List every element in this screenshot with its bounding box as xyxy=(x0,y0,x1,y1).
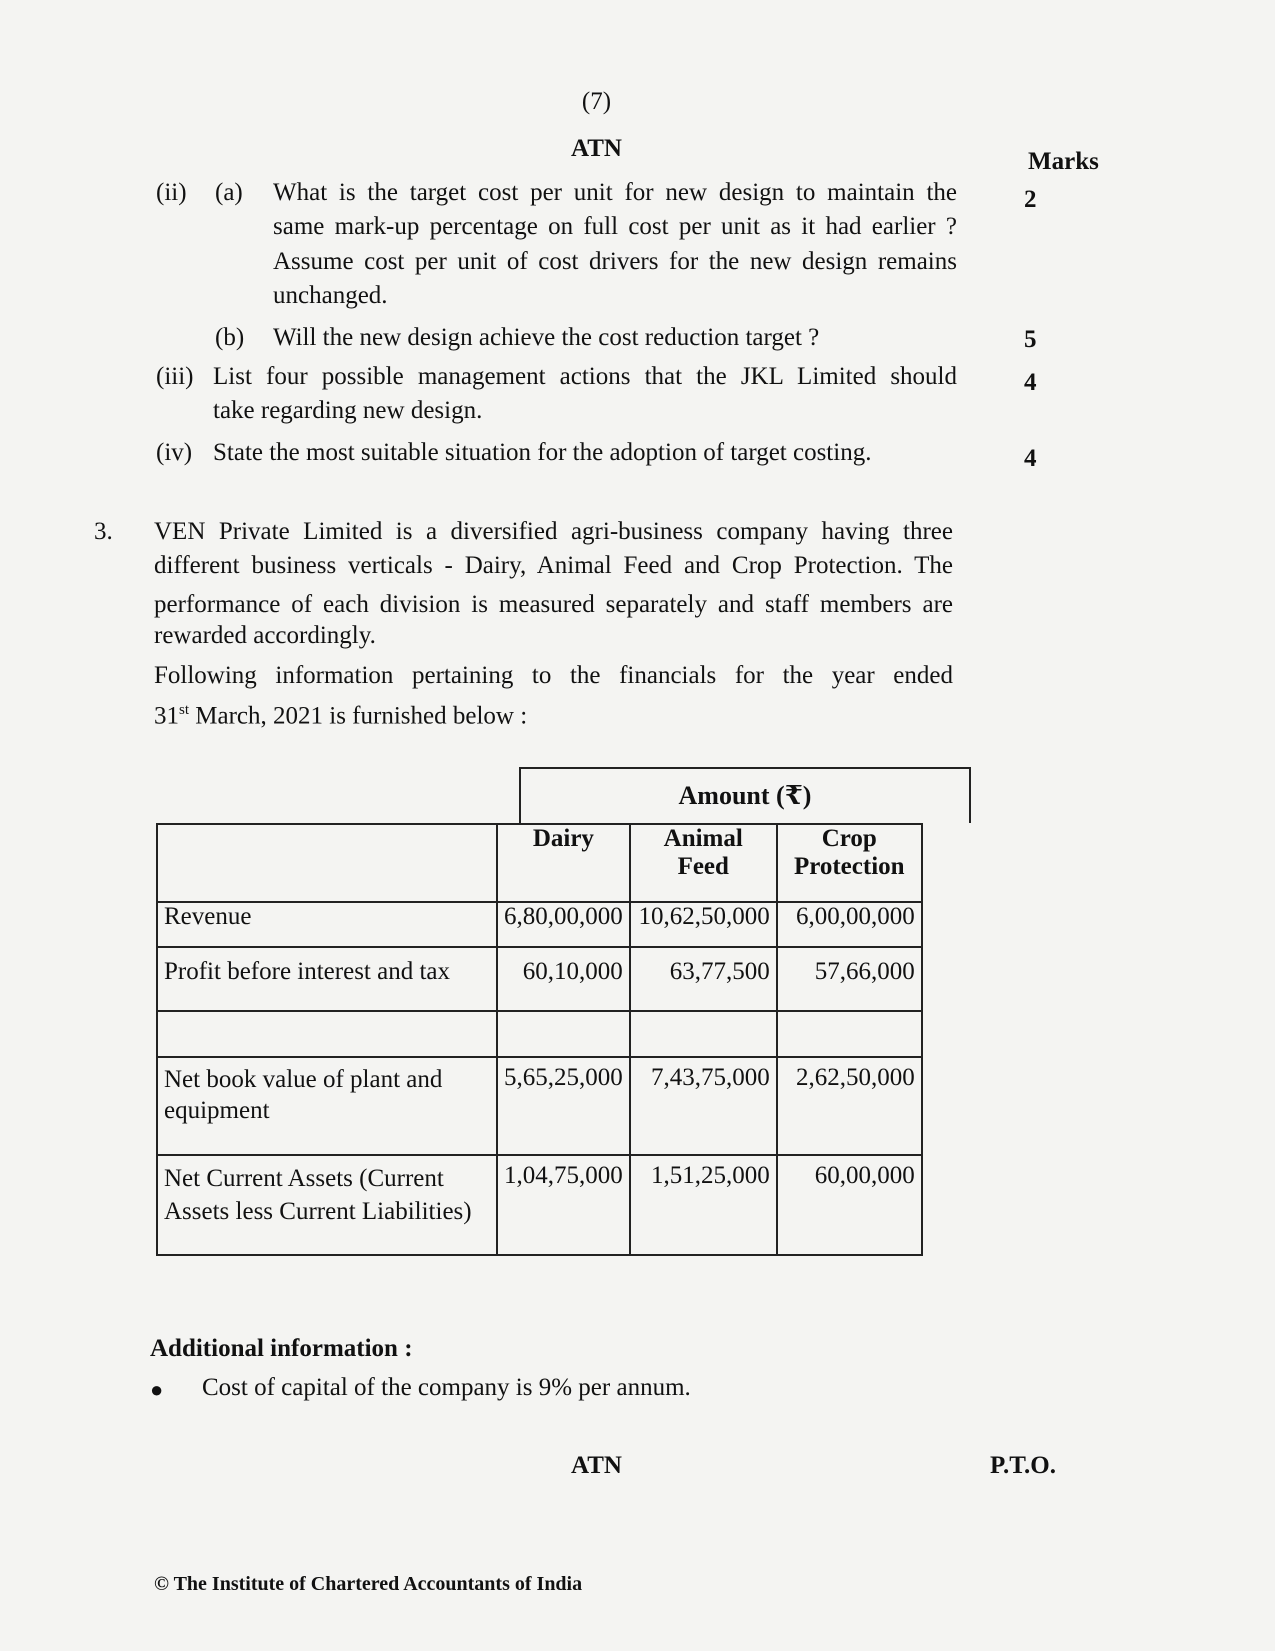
q3-para1-line3: performance of each division is measured separately and staff members are xyxy=(154,591,953,618)
q2-ii-a-marks: 2 xyxy=(1024,186,1037,213)
cell-animal-feed: 10,62,50,000 xyxy=(630,902,777,947)
cell-dairy: 6,80,00,000 xyxy=(497,902,630,947)
copyright-notice: © The Institute of Chartered Accountants of India xyxy=(154,1573,583,1595)
q2-ii-b-text: Will the new design achieve the cost reduction target ? xyxy=(273,324,820,351)
row-label: Revenue xyxy=(157,902,497,947)
cell-animal-feed: 1,51,25,000 xyxy=(630,1155,777,1255)
table-amount-header: Amount (₹) xyxy=(519,767,971,823)
table-row xyxy=(157,1057,922,1155)
q2-ii-a-line4: unchanged. xyxy=(273,282,388,309)
q2-iii-line2: take regarding new design. xyxy=(213,397,483,424)
q2-ii-a-line1: What is the target cost per unit for new design to maintain the xyxy=(273,179,957,206)
paper-code-top: ATN xyxy=(571,135,622,162)
q2-iv-text: State the most suitable situation for the adoption of target costing. xyxy=(213,439,872,466)
q2-iii-number: (iii) xyxy=(156,363,194,390)
q2-ii-b-marks: 5 xyxy=(1024,326,1037,353)
table-row xyxy=(157,1155,922,1255)
q3-para1-line1: VEN Private Limited is a diversified agri-business company having three xyxy=(154,518,953,545)
q2-ii-a-line3: Assume cost per unit of cost drivers for the new design remains xyxy=(273,248,957,275)
table-row-empty xyxy=(157,1011,922,1057)
cell-crop-protection: 57,66,000 xyxy=(777,947,922,1011)
cell-crop-protection xyxy=(777,1011,922,1057)
table-row xyxy=(157,947,922,1011)
cell-dairy: 1,04,75,000 xyxy=(497,1155,630,1255)
cell-crop-protection: 2,62,50,000 xyxy=(777,1057,922,1155)
q2-ii-a-label: (a) xyxy=(215,179,243,206)
cell-dairy: 5,65,25,000 xyxy=(497,1057,630,1155)
paper-code-bottom: ATN xyxy=(571,1452,622,1479)
header-dairy: Dairy xyxy=(497,824,630,902)
q3-para1-line4: rewarded accordingly. xyxy=(154,622,376,649)
cell-crop-protection: 6,00,00,000 xyxy=(777,902,922,947)
bullet-icon: ● xyxy=(150,1377,164,1402)
additional-info-heading: Additional information : xyxy=(150,1335,413,1362)
marks-heading: Marks xyxy=(1028,148,1099,175)
header-crop-protection: Crop Protection xyxy=(777,824,922,902)
bullet-cost-of-capital: Cost of capital of the company is 9% per annum. xyxy=(202,1374,691,1401)
q2-iv-number: (iv) xyxy=(156,439,193,466)
q3-number: 3. xyxy=(94,518,113,545)
cell-crop-protection: 60,00,000 xyxy=(777,1155,922,1255)
q3-para2-line1: Following information pertaining to the financials for the year ended xyxy=(154,662,953,689)
row-label xyxy=(157,1011,497,1057)
q2-iii-line1: List four possible management actions that the JKL Limited should xyxy=(213,363,957,390)
q2-iii-marks: 4 xyxy=(1024,369,1037,396)
cell-animal-feed xyxy=(630,1011,777,1057)
cell-animal-feed: 63,77,500 xyxy=(630,947,777,1011)
q2-ii-number: (ii) xyxy=(156,179,187,206)
financials-table xyxy=(156,823,923,1256)
header-empty-cell xyxy=(157,824,497,902)
q2-ii-b-label: (b) xyxy=(215,324,245,351)
table-row xyxy=(157,902,922,947)
table-header-row xyxy=(157,824,922,902)
pto-label: P.T.O. xyxy=(990,1452,1056,1479)
page-number: (7) xyxy=(581,88,612,115)
q3-para1-line2: different business verticals - Dairy, Animal Feed and Crop Protection. The xyxy=(154,552,953,579)
q2-ii-a-line2: same mark-up percentage on full cost per unit as it had earlier ? xyxy=(273,213,957,240)
cell-dairy xyxy=(497,1011,630,1057)
row-label: Profit before interest and tax xyxy=(157,947,497,1011)
row-label: Net book value of plant and equipment xyxy=(157,1057,497,1155)
q3-para2-line2: 31st March, 2021 is furnished below : xyxy=(154,702,528,730)
cell-dairy: 60,10,000 xyxy=(497,947,630,1011)
row-label: Net Current Assets (Current Assets less Current Liabilities) xyxy=(157,1155,497,1255)
cell-animal-feed: 7,43,75,000 xyxy=(630,1057,777,1155)
header-animal-feed: Animal Feed xyxy=(630,824,777,902)
q2-iv-marks: 4 xyxy=(1024,445,1037,472)
